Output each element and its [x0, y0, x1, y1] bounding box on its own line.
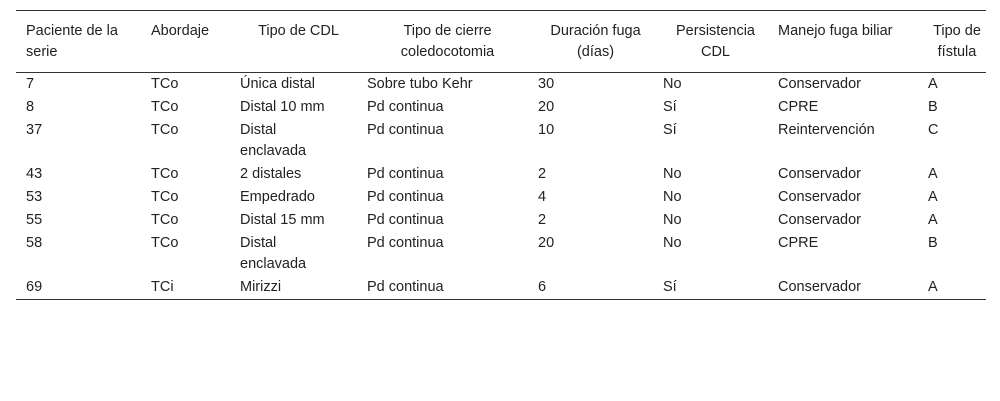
cell-tipo-cdl	[230, 276, 357, 300]
cdl-text: Distal enclavada	[240, 235, 307, 272]
cdl-text: Mirizzi	[240, 279, 282, 295]
cell-paciente: 7	[26, 76, 35, 92]
cell-manejo: Conservador	[778, 212, 862, 228]
cell-tipo-cdl	[230, 163, 357, 186]
cell-tipo-fistula: A	[928, 166, 938, 182]
cdl-text: Distal 15 mm	[240, 212, 325, 228]
table-header	[16, 11, 986, 73]
header-abordaje: Abordaje	[151, 23, 210, 39]
cdl-text: 2 distales	[240, 166, 302, 182]
cell-manejo: CPRE	[778, 235, 819, 251]
cell-persistencia: Sí	[663, 279, 677, 295]
header-persistencia: Persistencia CDL	[676, 23, 755, 60]
cell-tipo-cdl	[230, 209, 357, 232]
cell-persistencia: Sí	[663, 122, 677, 138]
table-row	[16, 186, 986, 209]
cell-tipo-fistula: B	[928, 235, 938, 251]
cdl-text: Única distal	[240, 76, 315, 92]
cell-tipo-cierre: Pd continua	[367, 99, 444, 115]
cell-paciente: 8	[26, 99, 35, 115]
bile-leak-table	[16, 10, 986, 300]
cell-tipo-cdl	[230, 186, 357, 209]
table-body	[16, 73, 986, 300]
header-paciente: Paciente de la serie	[26, 23, 118, 60]
cell-tipo-fistula: A	[928, 212, 938, 228]
table-container	[16, 10, 986, 300]
cell-duracion: 20	[538, 235, 555, 251]
table-row	[16, 119, 986, 163]
cell-paciente: 55	[26, 212, 43, 228]
cell-tipo-fistula: B	[928, 99, 938, 115]
table-row	[16, 73, 986, 97]
cell-abordaje: TCo	[151, 122, 179, 138]
cell-persistencia: No	[663, 189, 682, 205]
cell-persistencia: No	[663, 212, 682, 228]
cell-tipo-cierre: Pd continua	[367, 166, 444, 182]
cdl-text: Distal 10 mm	[240, 99, 325, 115]
cell-duracion: 4	[538, 189, 547, 205]
cell-paciente: 69	[26, 279, 43, 295]
cell-persistencia: Sí	[663, 99, 677, 115]
cell-tipo-cierre: Pd continua	[367, 212, 444, 228]
header-tipo-fistula: Tipo de fístula	[933, 23, 981, 60]
cell-abordaje: TCo	[151, 99, 179, 115]
cell-manejo: Conservador	[778, 279, 862, 295]
cell-tipo-fistula: A	[928, 189, 938, 205]
cell-tipo-fistula: A	[928, 76, 938, 92]
cell-manejo: CPRE	[778, 99, 819, 115]
cdl-text: Distal enclavada	[240, 122, 307, 159]
cell-abordaje: TCo	[151, 166, 179, 182]
cell-tipo-cdl	[230, 119, 357, 163]
cell-paciente: 37	[26, 122, 43, 138]
cell-duracion: 30	[538, 76, 555, 92]
table-row	[16, 163, 986, 186]
cell-tipo-fistula: C	[928, 122, 939, 138]
header-tipo-cdl: Tipo de CDL	[258, 23, 339, 39]
header-duracion: Duración fuga (días)	[550, 23, 641, 60]
cell-duracion: 20	[538, 99, 555, 115]
table-row	[16, 209, 986, 232]
cdl-text: Empedrado	[240, 189, 315, 205]
cell-persistencia: No	[663, 76, 682, 92]
cell-paciente: 43	[26, 166, 43, 182]
cell-tipo-cierre: Sobre tubo Kehr	[367, 76, 473, 92]
cell-abordaje: TCo	[151, 212, 179, 228]
cell-duracion: 6	[538, 279, 547, 295]
cell-duracion: 2	[538, 212, 547, 228]
cell-tipo-cierre: Pd continua	[367, 122, 444, 138]
cell-manejo: Conservador	[778, 76, 862, 92]
cell-manejo: Reintervención	[778, 122, 875, 138]
cell-tipo-cdl	[230, 73, 357, 97]
cell-abordaje: TCo	[151, 189, 179, 205]
table-row	[16, 232, 986, 276]
cell-abordaje: TCo	[151, 235, 179, 251]
table-row	[16, 276, 986, 300]
cell-manejo: Conservador	[778, 166, 862, 182]
cell-persistencia: No	[663, 166, 682, 182]
cell-tipo-cierre: Pd continua	[367, 189, 444, 205]
cell-tipo-cdl	[230, 96, 357, 119]
cell-manejo: Conservador	[778, 189, 862, 205]
cell-tipo-cierre: Pd continua	[367, 279, 444, 295]
cell-persistencia: No	[663, 235, 682, 251]
cell-duracion: 2	[538, 166, 547, 182]
cell-tipo-fistula: A	[928, 279, 938, 295]
cell-duracion: 10	[538, 122, 555, 138]
header-manejo: Manejo fuga biliar	[778, 23, 893, 39]
table-row	[16, 96, 986, 119]
cell-abordaje: TCo	[151, 76, 179, 92]
cell-paciente: 58	[26, 235, 43, 251]
cell-tipo-cierre: Pd continua	[367, 235, 444, 251]
header-tipo-cierre: Tipo de cierre coledocotomia	[400, 23, 495, 60]
header-row	[16, 11, 986, 73]
cell-tipo-cdl	[230, 232, 357, 276]
cell-abordaje: TCi	[151, 279, 174, 295]
cell-paciente: 53	[26, 189, 43, 205]
